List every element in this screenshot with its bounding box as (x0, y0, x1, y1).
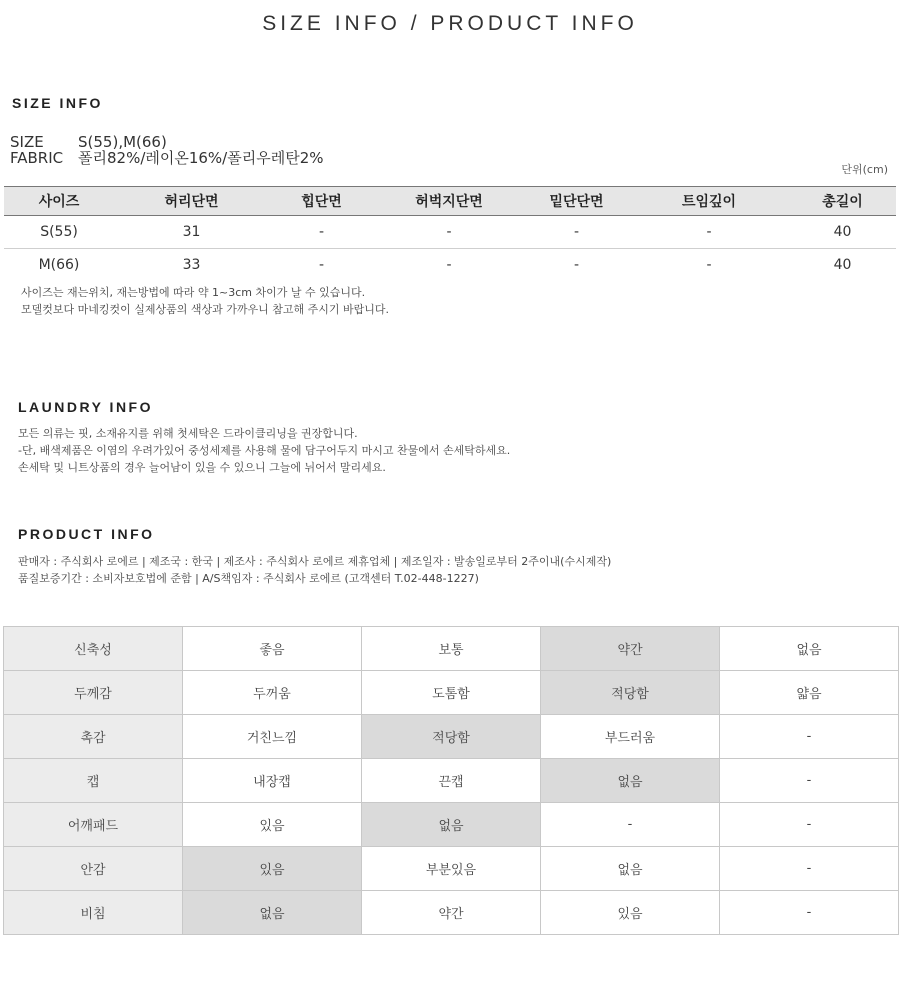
attribute-option: 없음 (541, 847, 720, 891)
attribute-row (4, 847, 899, 891)
attribute-option: 도톰함 (362, 671, 541, 715)
table-cell: - (318, 257, 325, 273)
attribute-option: 있음 (183, 847, 362, 891)
size-note-line: 사이즈는 재는위치, 재는방법에 따라 약 1~3cm 차이가 날 수 있습니다. (21, 286, 366, 299)
table-cell: - (269, 216, 374, 249)
size-table-header: 총길이 (789, 187, 896, 216)
size-table-header: 밑단단면 (524, 187, 629, 216)
product-notes (18, 553, 611, 587)
attribute-label: 어깨패드 (4, 803, 183, 847)
attribute-option: 적당함 (362, 715, 541, 759)
attribute-label: 촉감 (4, 715, 183, 759)
attribute-label: 두께감 (4, 671, 183, 715)
attribute-option: 부분있음 (362, 847, 541, 891)
fabric-value: 폴리82%/레이온16%/폴리우레탄2% (78, 149, 324, 167)
laundry-line: 손세탁 및 니트상품의 경우 늘어남이 있을 수 있으니 그늘에 뉘어서 말리세요. (18, 461, 386, 474)
table-cell: 40 (789, 216, 896, 249)
attribute-option: - (541, 803, 720, 847)
attribute-row (4, 759, 899, 803)
attribute-row (4, 671, 899, 715)
page-title: SIZE INFO / PRODUCT INFO (262, 12, 638, 35)
table-cell: S(55) (4, 216, 114, 249)
table-cell: - (573, 257, 580, 273)
size-table-header: 사이즈 (4, 187, 114, 216)
attributes-table (3, 626, 899, 935)
table-row (4, 249, 896, 282)
attribute-label: 캡 (4, 759, 183, 803)
attribute-option: 적당함 (541, 671, 720, 715)
table-cell: - (524, 216, 629, 249)
size-notes (21, 284, 389, 318)
attribute-option: 없음 (720, 627, 899, 671)
attribute-option: 없음 (183, 891, 362, 935)
table-cell: 33 (182, 257, 201, 273)
attribute-row (4, 803, 899, 847)
attribute-option: - (720, 891, 899, 935)
attribute-option: 있음 (541, 891, 720, 935)
attribute-label: 비침 (4, 891, 183, 935)
attribute-option: 약간 (362, 891, 541, 935)
size-table-header: 힙단면 (269, 187, 374, 216)
fabric-spec-row (10, 150, 324, 166)
table-cell: 31 (114, 216, 269, 249)
attribute-row (4, 891, 899, 935)
size-table-header: 트임깊이 (629, 187, 789, 216)
fabric-label: FABRIC (10, 149, 64, 167)
attribute-option: - (720, 759, 899, 803)
attribute-row (4, 715, 899, 759)
table-cell: M(66) (38, 257, 80, 273)
table-cell: - (629, 216, 789, 249)
table-cell: - (446, 257, 452, 273)
attribute-option: 내장캡 (183, 759, 362, 803)
attribute-option: 부드러움 (541, 715, 720, 759)
table-cell: - (374, 216, 524, 249)
product-line: 품질보증기간 : 소비자보호법에 준함 | A/S책임자 : 주식회사 로에르 (고객센터 T.02-448-1227) (18, 572, 479, 585)
size-info-heading: SIZE INFO (12, 95, 103, 111)
laundry-info-heading: LAUNDRY INFO (18, 399, 153, 415)
table-row (4, 216, 896, 249)
attribute-option: 끈캡 (362, 759, 541, 803)
attribute-option: - (720, 803, 899, 847)
unit-label: 단위(cm) (841, 163, 888, 176)
attribute-option: 있음 (183, 803, 362, 847)
size-table-header: 허벅지단면 (374, 187, 524, 216)
laundry-notes (18, 425, 510, 476)
size-note-line: 모델컷보다 마네킹컷이 실제상품의 색상과 가까우니 참고해 주시기 바랍니다. (21, 303, 390, 316)
attribute-option: 얇음 (720, 671, 899, 715)
size-table (4, 186, 896, 281)
laundry-line: -단, 배색제품은 이염의 우려가있어 중성세제를 사용해 물에 담구어두지 마시고 찬물에서 손세탁하세요. (18, 444, 511, 457)
size-spec-row (10, 134, 167, 150)
attribute-option: 두꺼움 (183, 671, 362, 715)
attribute-row (4, 627, 899, 671)
table-cell: 40 (833, 257, 852, 273)
size-table-header-row (4, 187, 896, 216)
attribute-label: 안감 (4, 847, 183, 891)
size-table-header: 허리단면 (114, 187, 269, 216)
attribute-option: 없음 (541, 759, 720, 803)
size-value: S(55),M(66) (78, 133, 167, 151)
attribute-option: 없음 (362, 803, 541, 847)
product-line: 판매자 : 주식회사 로에르 | 제조국 : 한국 | 제조사 : 주식회사 로에르 제휴업체 | 제조일자 : 발송일로부터 2주이내(수시제작) (18, 555, 612, 568)
attribute-option: - (720, 715, 899, 759)
table-cell: - (706, 257, 712, 273)
attribute-label: 신축성 (4, 627, 183, 671)
product-info-heading: PRODUCT INFO (18, 526, 155, 542)
size-label: SIZE (10, 133, 44, 151)
attribute-option: - (720, 847, 899, 891)
attribute-option: 좋음 (183, 627, 362, 671)
laundry-line: 모든 의류는 핏, 소재유지를 위해 첫세탁은 드라이클리닝을 권장합니다. (18, 427, 358, 440)
attribute-option: 보통 (362, 627, 541, 671)
attribute-option: 약간 (541, 627, 720, 671)
attribute-option: 거친느낌 (183, 715, 362, 759)
